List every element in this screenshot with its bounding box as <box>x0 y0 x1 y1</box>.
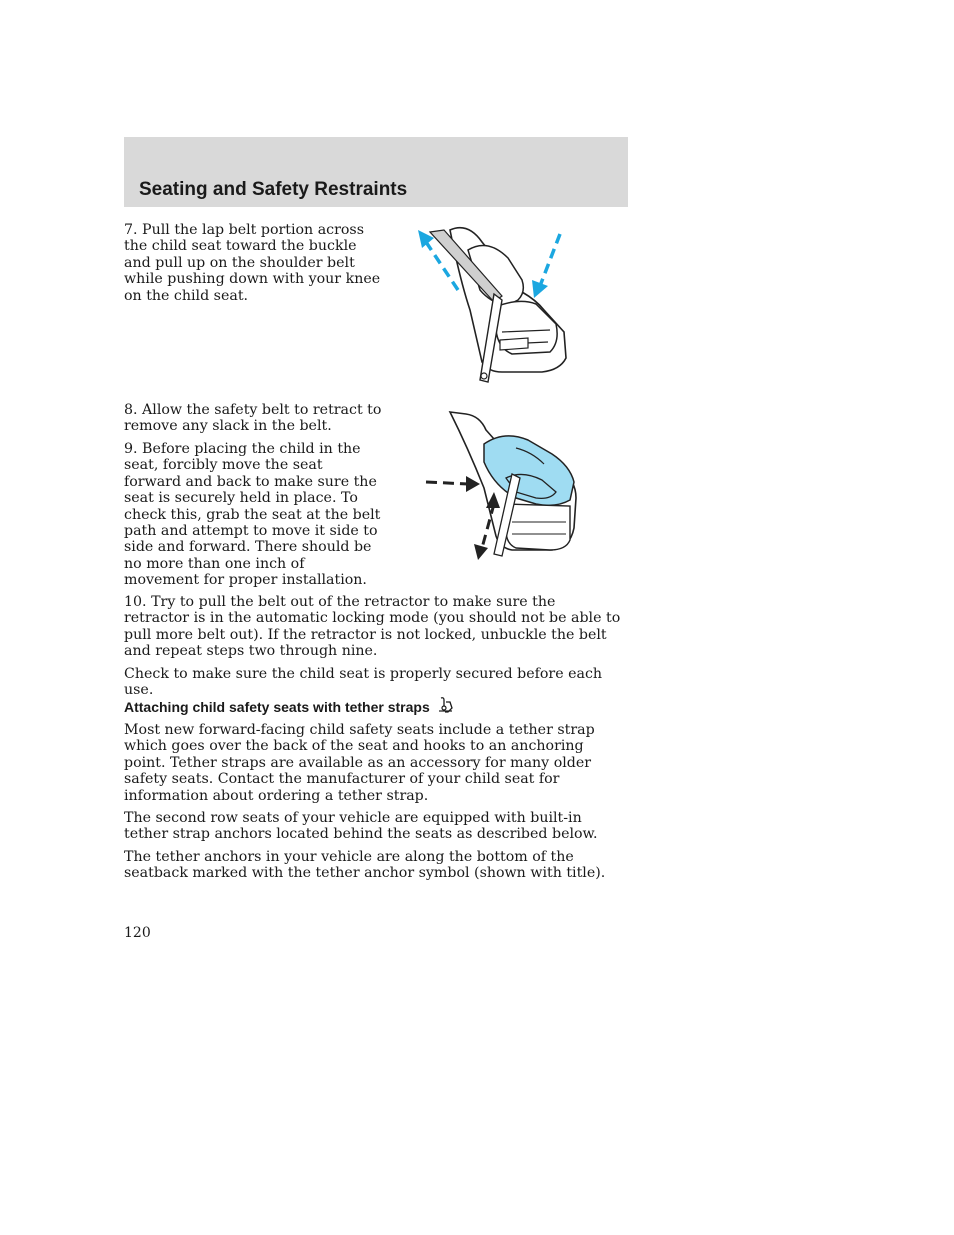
check-text: Check to make sure the child seat is properly secured before each use. <box>124 666 603 699</box>
illustration-seat-check <box>420 408 585 566</box>
tether-anchor-icon <box>436 696 454 717</box>
step-10-text: 10. Try to pull the belt out of the retractor to make sure the retractor is in the automatic locking mode (you should not be able to pull more belt out). If the retractor is not locked, unbuckle the belt and repeat steps two through nine. <box>124 594 621 660</box>
section-header <box>124 137 628 207</box>
tether-paragraph-3: The tether anchors in your vehicle are along the bottom of the seatback marked with the tether anchor symbol (shown with title). <box>124 849 606 882</box>
illustration-belt-tighten <box>410 220 585 390</box>
step-8-text: 8. Allow the safety belt to retract to remove any slack in the belt. <box>124 402 382 435</box>
tether-heading-text: Attaching child safety seats with tether straps <box>124 698 430 715</box>
tether-paragraph-1: Most new forward-facing child safety seats include a tether strap which goes over the back of the seat and hooks to an anchoring point. Tether straps are available as an accessory for many older safety seats. Contact the manufacturer of your child seat for information about ordering a tether strap. <box>124 722 595 804</box>
page-number: 120 <box>124 925 151 941</box>
step-7-text: 7. Pull the lap belt portion across the child seat toward the buckle and pull up on the shoulder belt while pushing down with your knee on the child seat. <box>124 222 381 304</box>
section-title: Seating and Safety Restraints <box>139 179 408 200</box>
step-9-text: 9. Before placing the child in the seat, forcibly move the seat forward and back to make sure the seat is securely held in place. To check this, grab the seat at the belt path and attempt to move it side to side and forward. There should be no more than one inch of movement for proper installation. <box>124 441 381 589</box>
tether-heading <box>124 696 454 717</box>
tether-paragraph-2: The second row seats of your vehicle are equipped with built-in tether strap anchors located behind the seats as described below. <box>124 810 598 843</box>
